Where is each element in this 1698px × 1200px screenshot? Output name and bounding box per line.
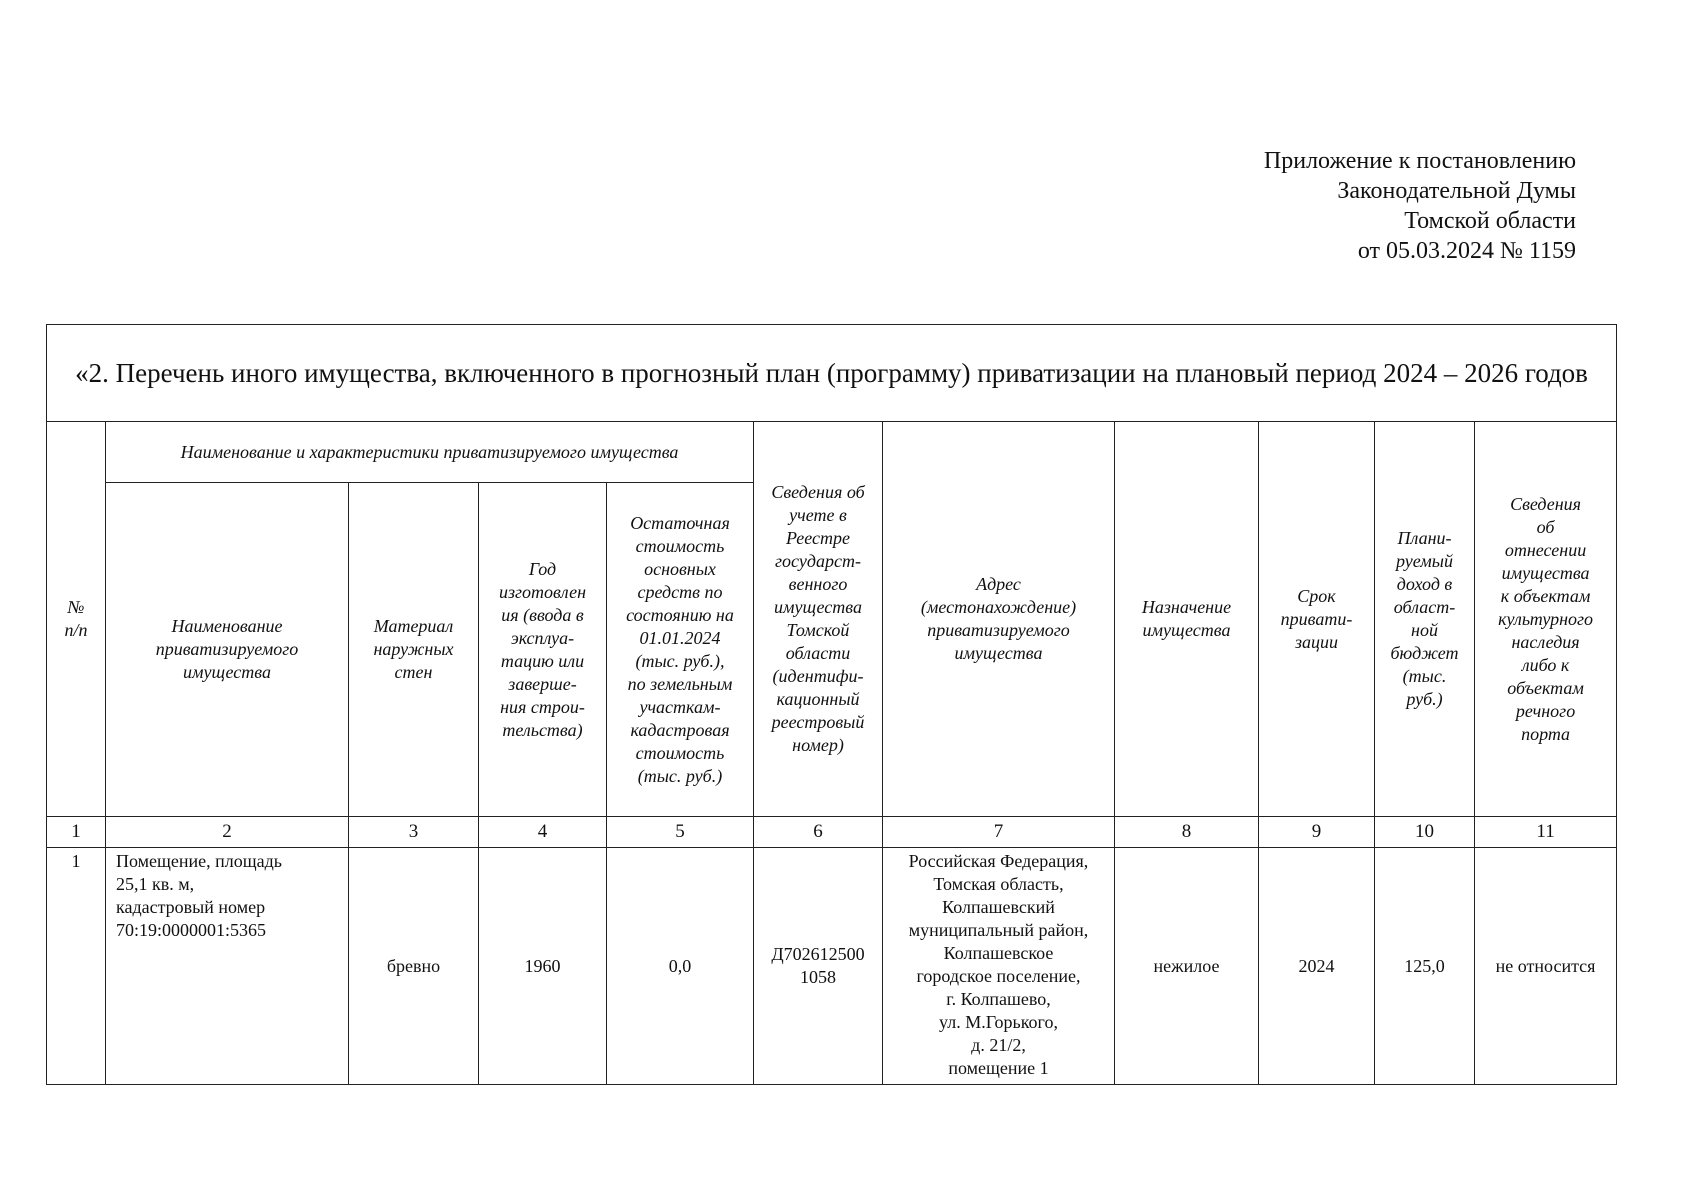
cell-income: 125,0 (1375, 848, 1475, 1085)
appendix-line-3: Томской области (1404, 208, 1576, 234)
column-number: 11 (1475, 817, 1617, 848)
header-year: Год изготовлен ия (ввода в эксплуа- тацию или заверше- ния строи- тельства) (479, 483, 607, 817)
header-address: Адрес (местонахождение) приватизируемого имущества (883, 422, 1115, 817)
column-number: 9 (1259, 817, 1375, 848)
header-term: Срок привати- зации (1259, 422, 1375, 817)
column-number: 2 (106, 817, 349, 848)
cell-term: 2024 (1259, 848, 1375, 1085)
header-income: Плани- руемый доход в област- ной бюджет (тыс. руб.) (1375, 422, 1475, 817)
header-num: № п/п (47, 422, 106, 817)
header-name: Наименование приватизируемого имущества (106, 483, 349, 817)
appendix-line-2: Законодательной Думы (1337, 178, 1576, 204)
cell-heritage: не относится (1475, 848, 1617, 1085)
cell-cost: 0,0 (607, 848, 754, 1085)
cell-registry: Д702612500 1058 (754, 848, 883, 1085)
header-heritage: Сведения об отнесении имущества к объектам культурного наследия либо к объектам речного порта (1475, 422, 1617, 817)
column-number: 4 (479, 817, 607, 848)
column-numbers-row (47, 817, 1617, 848)
column-number: 1 (47, 817, 106, 848)
column-number: 3 (349, 817, 479, 848)
column-number: 6 (754, 817, 883, 848)
cell-address: Российская Федерация, Томская область, Колпашевский муниципальный район, Колпашевское городское поселение, г. Колпашево, ул. М.Горького, д. 21/2, помещение 1 (883, 848, 1115, 1085)
table-title: «2. Перечень иного имущества, включенного в прогнозный план (программу) приватизации на плановый период 2024 – 2026 годов (47, 325, 1617, 422)
header-cost: Остаточная стоимость основных средств по состоянию на 01.01.2024 (тыс. руб.), по земельным участкам- кадастровая стоимость (тыс. руб.) (607, 483, 754, 817)
appendix-header (1264, 146, 1576, 266)
header-group-characteristics: Наименование и характеристики приватизируемого имущества (106, 422, 754, 483)
cell-num: 1 (47, 848, 106, 1085)
cell-material: бревно (349, 848, 479, 1085)
cell-purpose: нежилое (1115, 848, 1259, 1085)
column-number: 8 (1115, 817, 1259, 848)
cell-year: 1960 (479, 848, 607, 1085)
header-purpose: Назначение имущества (1115, 422, 1259, 817)
column-number: 5 (607, 817, 754, 848)
appendix-line-1: Приложение к постановлению (1263, 148, 1576, 174)
cell-name: Помещение, площадь 25,1 кв. м, кадастровый номер 70:19:0000001:5365 (106, 848, 349, 1085)
appendix-line-4: от 05.03.2024 № 1159 (1357, 238, 1576, 264)
header-material: Материал наружных стен (349, 483, 479, 817)
column-number: 10 (1375, 817, 1475, 848)
column-number: 7 (883, 817, 1115, 848)
table-row (47, 848, 1617, 1085)
property-table (46, 324, 1617, 1085)
header-registry: Сведения об учете в Реестре государст- венного имущества Томской области (идентифи- кационный реестровый номер) (754, 422, 883, 817)
